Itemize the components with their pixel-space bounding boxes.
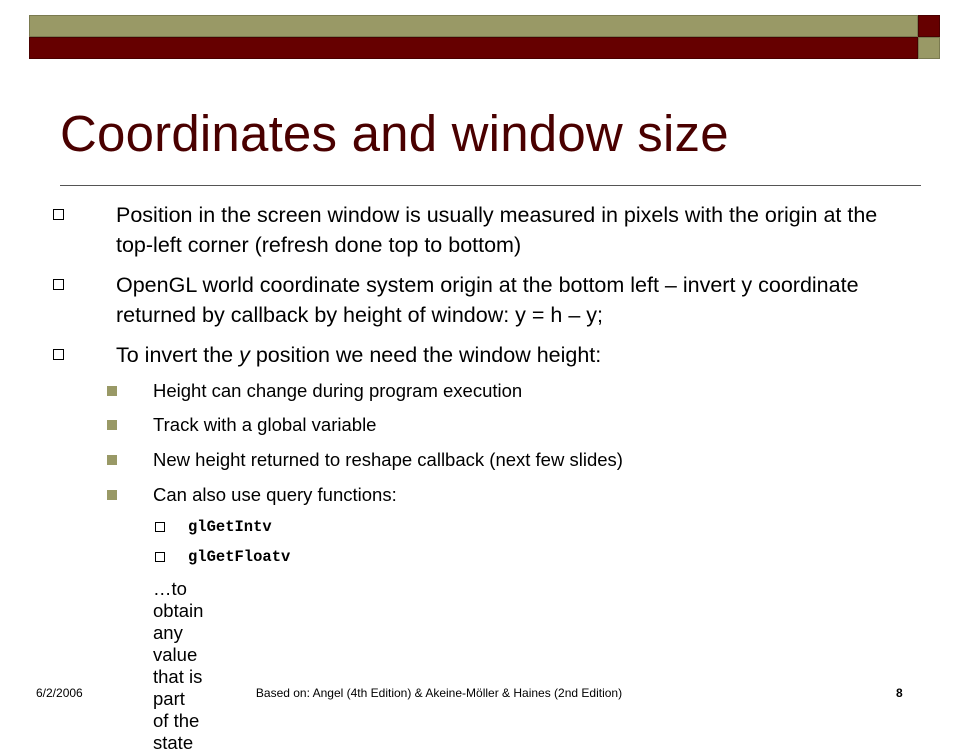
sub-bullet-item <box>153 414 913 436</box>
hollow-square-bullet-icon <box>155 522 165 532</box>
sub-bullet-item <box>153 449 913 471</box>
title-divider <box>60 185 921 186</box>
code-item <box>188 547 290 567</box>
bullet-item <box>116 200 906 260</box>
filled-square-bullet-icon <box>107 490 117 500</box>
footer-date: 6/2/2006 <box>36 686 83 700</box>
hollow-square-bullet-icon <box>53 279 64 290</box>
trailing-text: …to obtain any value that is part of the state <box>153 578 204 753</box>
sub-bullet-text: New height returned to reshape callback (next few slides) <box>153 449 623 470</box>
bullet-text: OpenGL world coordinate system origin at the bottom left – invert y coordinate returned by callback by height of window: y = h – y; <box>116 273 859 327</box>
header-square-olive <box>918 37 940 59</box>
sub-bullet-item <box>153 380 913 402</box>
hollow-square-bullet-icon <box>53 209 64 220</box>
slide-title: Coordinates and window size <box>60 105 729 162</box>
header-bar-olive <box>29 15 918 37</box>
filled-square-bullet-icon <box>107 420 117 430</box>
hollow-square-bullet-icon <box>53 349 64 360</box>
bullet-text-end: position we need the window height: <box>249 343 602 367</box>
code-text: glGetFloatv <box>188 548 291 566</box>
page-number: 8 <box>896 686 903 700</box>
bullet-text: Position in the screen window is usually measured in pixels with the origin at the top-left corner (refresh done top to bottom) <box>116 203 878 257</box>
code-item <box>188 517 272 537</box>
bullet-text-italic: y <box>239 343 250 367</box>
bullet-item <box>116 340 906 370</box>
footer-credit <box>0 686 960 700</box>
footer-credit-text: Based on: Angel (4th Edition) & Akeine-Möller & Haines (2nd Edition) <box>255 686 623 700</box>
sub-bullet-text: Height can change during program execution <box>153 380 523 401</box>
filled-square-bullet-icon <box>107 386 117 396</box>
sub-bullet-item <box>153 484 913 506</box>
hollow-square-bullet-icon <box>155 552 165 562</box>
bullet-item <box>116 270 906 330</box>
header-square-maroon <box>918 15 940 37</box>
header-bar-maroon <box>29 37 918 59</box>
sub-bullet-text: Can also use query functions: <box>153 484 397 505</box>
sub-bullet-text: Track with a global variable <box>153 414 377 435</box>
bullet-text-start: To invert the <box>116 343 240 367</box>
code-text: glGetIntv <box>188 518 272 536</box>
filled-square-bullet-icon <box>107 455 117 465</box>
